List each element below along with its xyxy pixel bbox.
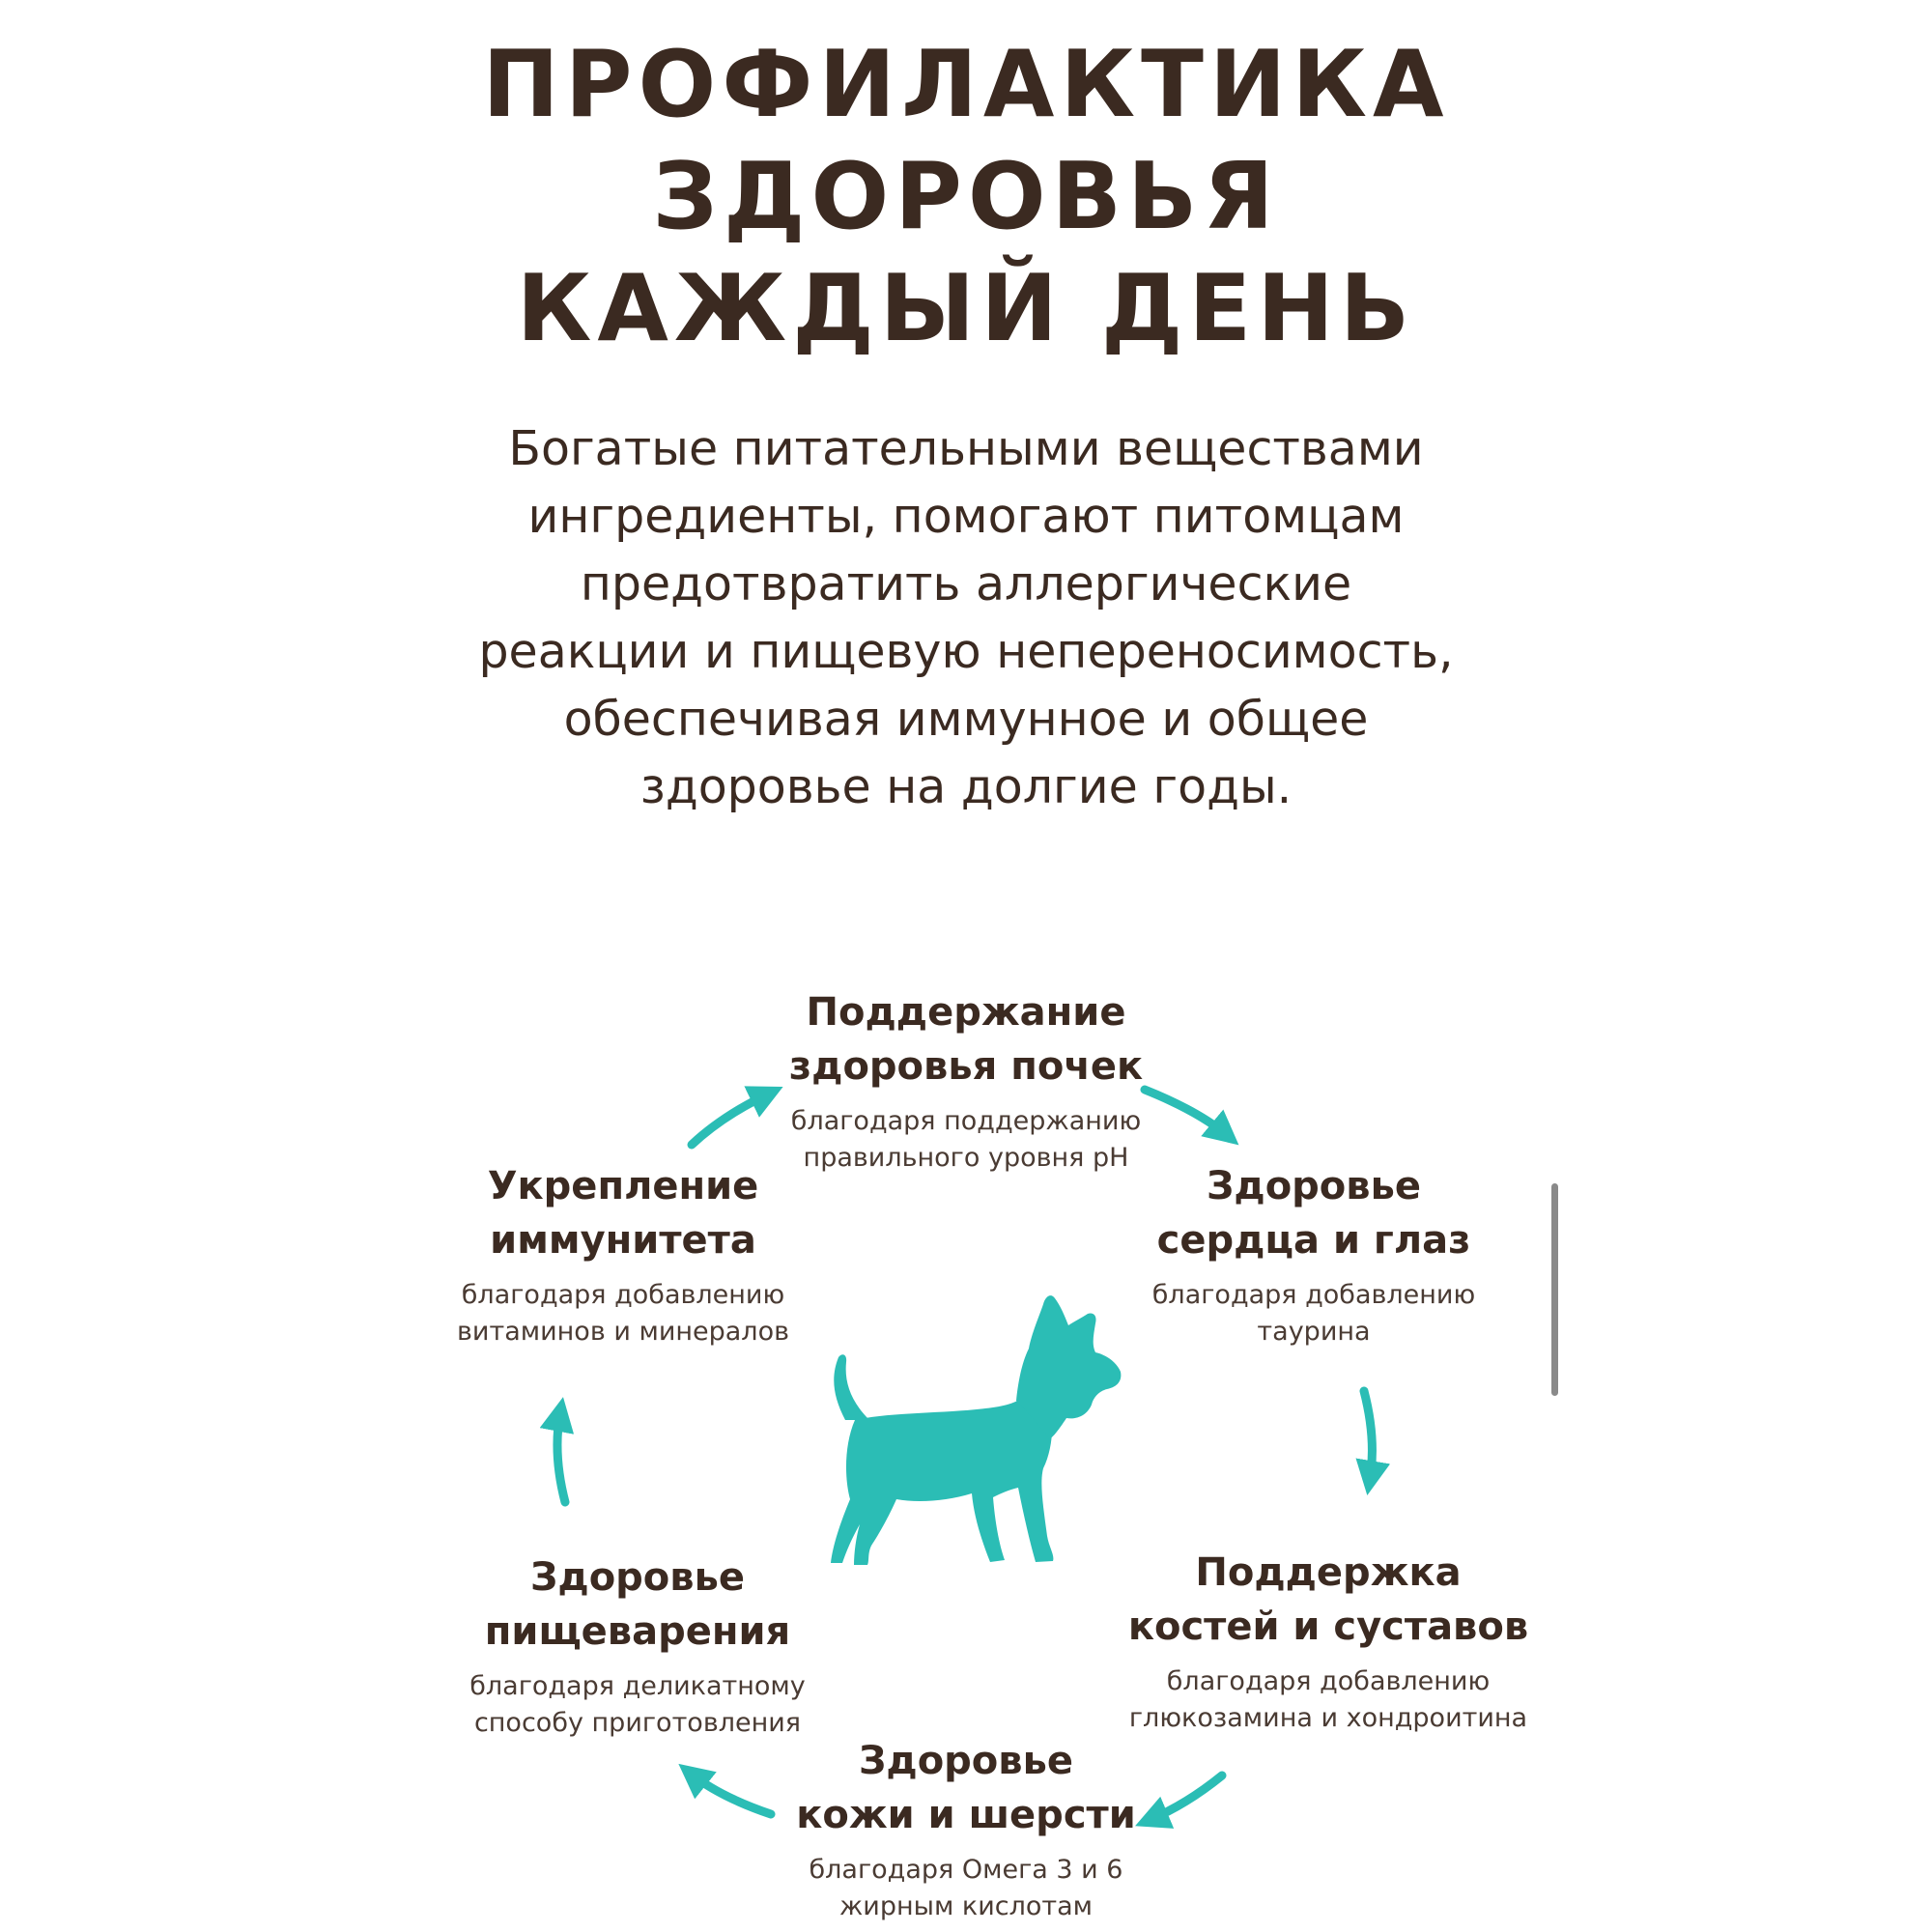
benefit-heading-line: Поддержка (1195, 1550, 1462, 1595)
benefit-heading (1111, 1546, 1546, 1654)
benefit-heading-line: здоровья почек (788, 1044, 1144, 1089)
benefit-immunity (425, 1159, 821, 1350)
benefit-desc-line: правильного уровня pH (803, 1143, 1129, 1173)
intro-line: предотвратить аллергические (580, 556, 1352, 611)
intro-line: ингредиенты, помогают питомцам (527, 489, 1405, 544)
benefit-heading-line: костей и суставов (1127, 1605, 1529, 1649)
title-line: КАЖДЫЙ ДЕНЬ (516, 256, 1416, 362)
benefit-heading-line: Укрепление (487, 1164, 759, 1208)
benefit-heading-line: Здоровье (529, 1555, 746, 1600)
benefit-description (444, 1668, 831, 1742)
intro-paragraph (386, 415, 1546, 821)
benefit-heading-line: сердца и глаз (1156, 1218, 1471, 1263)
benefit-desc-line: благодаря добавлению (461, 1280, 785, 1310)
intro-line: реакции и пищевую непереносимость, (478, 624, 1454, 679)
title-line: ПРОФИЛАКТИКА (482, 32, 1450, 138)
benefit-heading (753, 985, 1179, 1094)
benefit-heading (1121, 1159, 1507, 1267)
cycle-arrow-icon (691, 1774, 771, 1814)
benefit-bones-joints (1111, 1546, 1546, 1737)
benefit-desc-line: глюкозамина и хондроитина (1128, 1703, 1528, 1733)
intro-line: обеспечивая иммунное и общее (563, 692, 1369, 747)
benefit-desc-line: таурина (1257, 1317, 1371, 1347)
benefit-desc-line: благодаря добавлению (1166, 1666, 1491, 1696)
benefit-heading (444, 1550, 831, 1659)
benefit-heading-line: Здоровье (1206, 1164, 1422, 1208)
page-title (0, 29, 1932, 365)
title-line: ЗДОРОВЬЯ (652, 144, 1280, 250)
benefit-desc-line: благодаря добавлению (1151, 1280, 1476, 1310)
benefit-desc-line: благодаря Омега 3 и 6 (809, 1855, 1123, 1885)
benefit-heading (763, 1734, 1169, 1842)
benefit-description (1121, 1277, 1507, 1350)
benefit-heading-line: кожи и шерсти (796, 1793, 1136, 1837)
benefit-heading-line: пищеварения (484, 1609, 791, 1654)
benefit-heading (425, 1159, 821, 1267)
benefit-description (763, 1852, 1169, 1925)
scrollbar[interactable] (1551, 1183, 1558, 1396)
intro-line: Богатые питательными веществами (508, 421, 1424, 476)
benefit-heading-line: иммунитета (490, 1218, 756, 1263)
cycle-arrow-icon (1364, 1391, 1372, 1480)
benefit-description (425, 1277, 821, 1350)
benefit-desc-line: способу приготовления (473, 1708, 802, 1738)
benefit-digestion (444, 1550, 831, 1742)
benefit-heading-line: Поддержание (806, 990, 1126, 1035)
benefit-heading-line: Здоровье (858, 1739, 1074, 1783)
benefit-desc-line: жирным кислотам (838, 1891, 1094, 1921)
intro-line: здоровье на долгие годы. (639, 759, 1293, 814)
dog-silhouette-icon (811, 1285, 1140, 1575)
cycle-arrow-icon (557, 1412, 565, 1502)
benefit-skin-coat (763, 1734, 1169, 1925)
benefit-kidney-health (753, 985, 1179, 1177)
benefit-desc-line: благодаря деликатному (469, 1671, 806, 1701)
benefit-desc-line: благодаря поддержанию (790, 1106, 1142, 1136)
benefit-description (1111, 1663, 1546, 1737)
benefit-desc-line: витаминов и минералов (457, 1317, 789, 1347)
benefit-heart-eyes-health (1121, 1159, 1507, 1350)
